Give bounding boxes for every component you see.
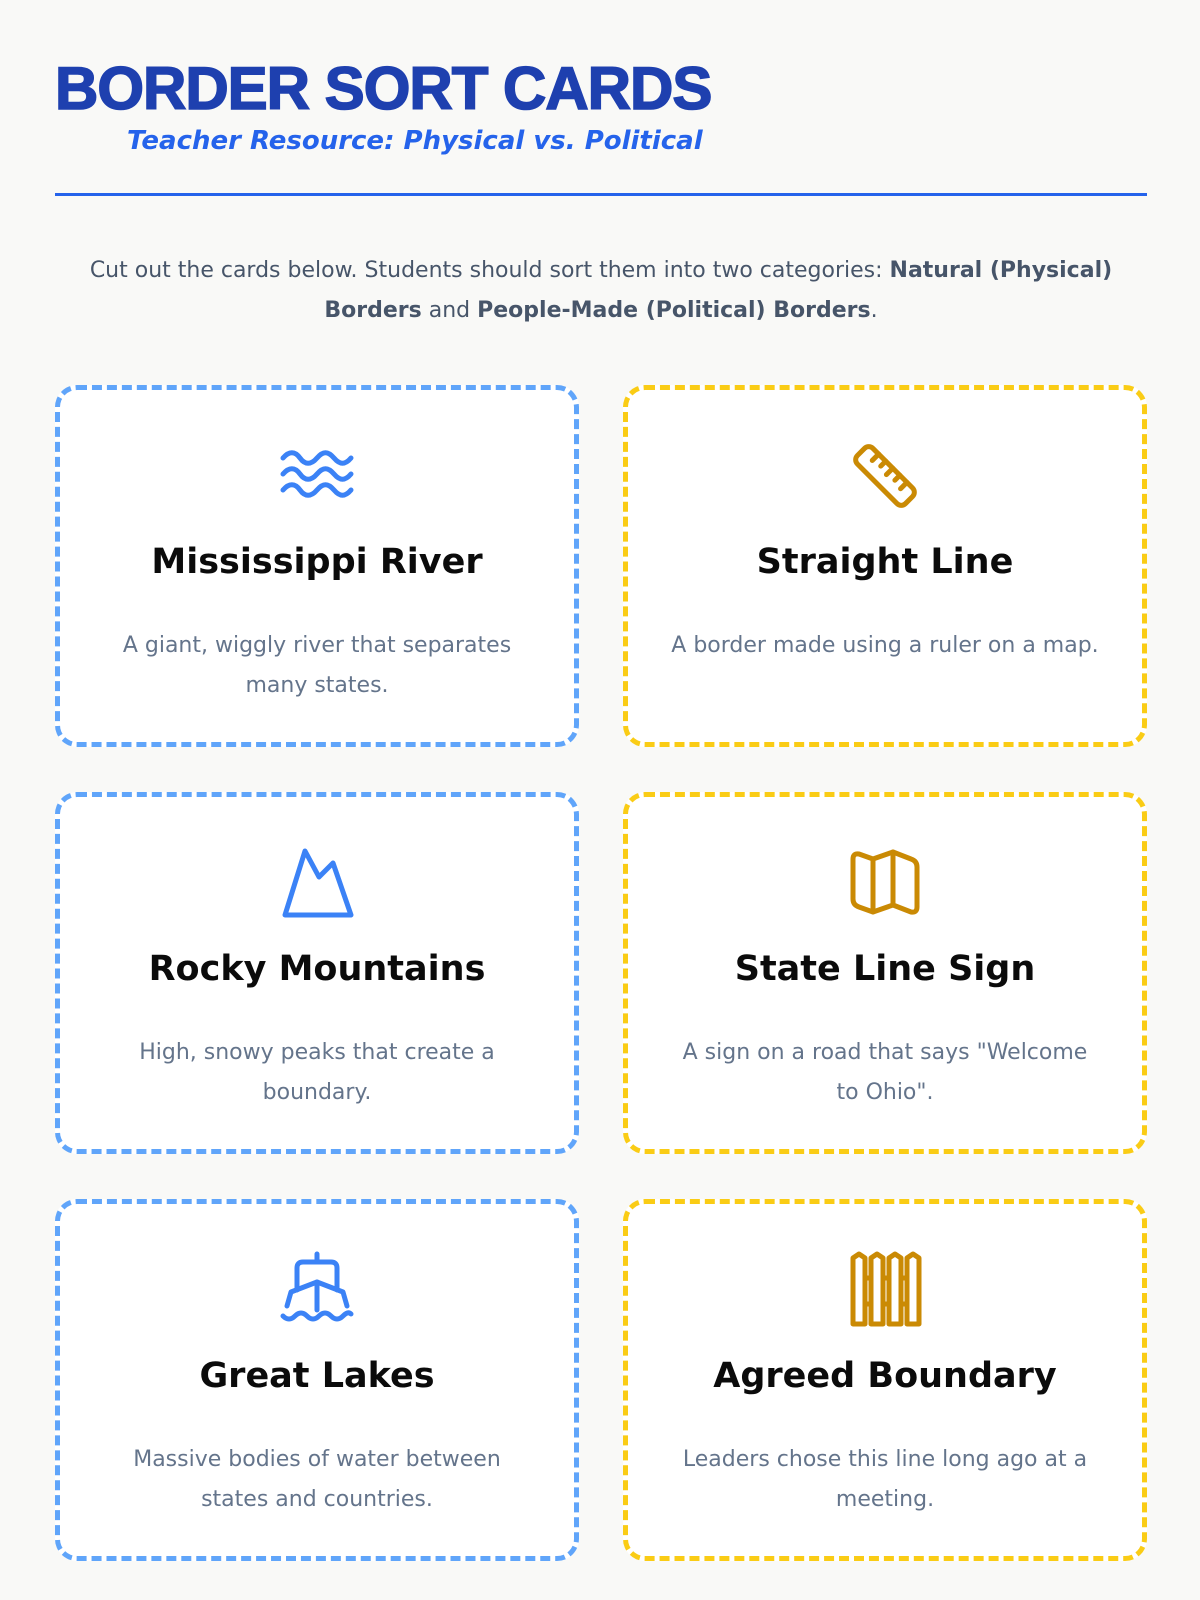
fence-icon: [845, 1250, 925, 1330]
card-description: A sign on a road that says "Welcome to Ohio".: [682, 1040, 1088, 1105]
card-description: Massive bodies of water between states and countries.: [133, 1447, 501, 1512]
card-description: Leaders chose this line long ago at a meeting.: [682, 1447, 1088, 1512]
card-agreed-boundary: [623, 1199, 1147, 1561]
card-title: Mississippi River: [151, 542, 483, 582]
card-title: Rocky Mountains: [148, 949, 486, 989]
ruler-icon: [845, 436, 925, 516]
waves-icon: [277, 436, 357, 516]
card-straight-line: [623, 385, 1147, 747]
card-description: High, snowy peaks that create a boundary.: [139, 1040, 495, 1105]
instructions-text-end: .: [870, 298, 878, 323]
instructions: [55, 251, 1147, 331]
natural-category-label: Natural (Physical) Borders: [324, 258, 1113, 323]
card-rocky-mountains: [55, 792, 579, 1154]
instructions-text-middle: and: [421, 298, 478, 323]
header-divider: [55, 193, 1147, 196]
card-title: State Line Sign: [734, 949, 1036, 989]
card-grid: [55, 385, 1147, 1561]
card-description: A border made using a ruler on a map.: [671, 633, 1099, 658]
people-made-category-label: People-Made (Political) Borders: [477, 298, 871, 323]
ship-icon: [277, 1250, 357, 1330]
card-description: A giant, wiggly river that separates many states.: [122, 633, 512, 698]
page-title: BORDER SORT CARDS: [55, 55, 712, 122]
card-great-lakes: [55, 1199, 579, 1561]
card-mississippi-river: [55, 385, 579, 747]
page-header: [55, 52, 1147, 158]
card-title: Great Lakes: [199, 1356, 435, 1396]
map-icon: [845, 843, 925, 923]
card-state-line-sign: [623, 792, 1147, 1154]
instructions-text-before: Cut out the cards below. Students should sort them into two categories:: [89, 258, 890, 283]
mountain-icon: [277, 843, 357, 923]
card-title: Straight Line: [756, 542, 1014, 582]
card-title: Agreed Boundary: [713, 1356, 1057, 1396]
page-subtitle: Teacher Resource: Physical vs. Political: [127, 126, 703, 156]
